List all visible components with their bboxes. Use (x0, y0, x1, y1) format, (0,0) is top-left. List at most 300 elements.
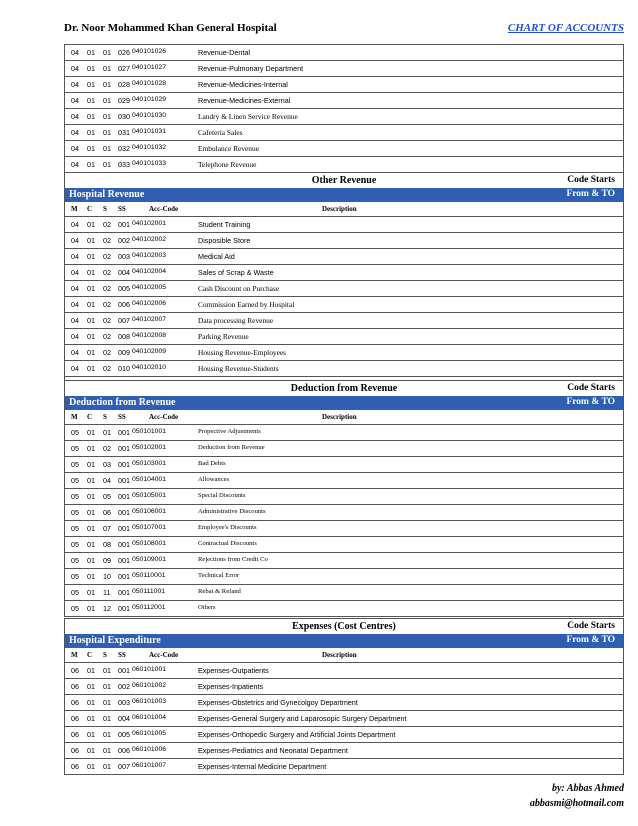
cell-description: Deduction from Revenue (198, 444, 265, 451)
cell-description: Cafeteria Sales (198, 128, 243, 137)
cell-ss: 005 (118, 284, 130, 293)
cell-s: 02 (103, 316, 111, 325)
cell-description: Bad Debts (198, 460, 226, 467)
table-row (64, 345, 624, 361)
cell-m: 04 (71, 64, 79, 73)
cell-m: 05 (71, 604, 79, 613)
table-row (64, 473, 624, 489)
other-revenue-rows (64, 217, 624, 393)
cell-c: 01 (87, 730, 95, 739)
cell-acc-code: 050111001 (132, 588, 166, 595)
section-title: Other Revenue (311, 175, 377, 186)
section-title: Deduction from Revenue (290, 383, 398, 394)
cell-acc-code: 050106001 (132, 508, 167, 515)
cell-description: Special Discounts (198, 492, 246, 499)
cell-s: 07 (103, 524, 111, 533)
cell-description: Medical Aid (198, 252, 235, 261)
table-row (64, 553, 624, 569)
cell-description: Allowances (198, 476, 230, 483)
cell-ss: 001 (118, 492, 130, 501)
cell-ss: 008 (118, 332, 130, 341)
cell-s: 09 (103, 556, 111, 565)
cell-ss: 007 (118, 316, 130, 325)
section-name-bar (64, 396, 624, 410)
cell-ss: 003 (118, 252, 130, 261)
cell-c: 01 (87, 284, 95, 293)
cell-m: 05 (71, 508, 79, 517)
cell-s: 10 (103, 572, 111, 581)
cell-m: 04 (71, 300, 79, 309)
cell-s: 02 (103, 332, 111, 341)
table-row (64, 44, 624, 61)
cell-description: Expenses-Pediatrics and Neonatal Department (198, 746, 348, 755)
cell-s: 01 (103, 144, 111, 153)
col-description: Description (322, 651, 357, 659)
cell-m: 05 (71, 556, 79, 565)
cell-m: 05 (71, 588, 79, 597)
cell-acc-code: 040102002 (132, 236, 167, 243)
from-to-label: From & TO (566, 397, 615, 407)
cell-m: 05 (71, 492, 79, 501)
cell-m: 04 (71, 80, 79, 89)
cell-description: Disposible Store (198, 236, 251, 245)
table-row (64, 441, 624, 457)
author-email: abbasmi@hotmail.com (529, 798, 624, 809)
cell-c: 01 (87, 682, 95, 691)
cell-description: Employee's Discounts (198, 524, 257, 531)
chart-of-accounts-link[interactable]: CHART OF ACCOUNTS (507, 22, 624, 34)
cell-ss: 030 (118, 112, 130, 121)
cell-s: 01 (103, 128, 111, 137)
cell-c: 01 (87, 588, 95, 597)
cell-s: 01 (103, 746, 111, 755)
table-row (64, 743, 624, 759)
cell-m: 05 (71, 444, 79, 453)
cell-acc-code: 040101032 (132, 144, 167, 151)
cell-description: Embulance Revenue (198, 144, 259, 153)
author-name: by: Abbas Ahmed (551, 783, 624, 794)
cell-c: 01 (87, 714, 95, 723)
cell-ss: 031 (118, 128, 130, 137)
cell-c: 01 (87, 428, 95, 437)
cell-c: 01 (87, 332, 95, 341)
cell-ss: 001 (118, 572, 130, 581)
cell-acc-code: 060101007 (132, 762, 167, 769)
cell-acc-code: 040102001 (132, 220, 167, 227)
cell-description: Housing Revenue-Employees (198, 348, 287, 357)
cell-c: 01 (87, 48, 95, 57)
cell-s: 02 (103, 444, 111, 453)
cell-description: Technical Error (198, 572, 240, 579)
cell-acc-code: 050112001 (132, 604, 166, 611)
cell-c: 01 (87, 268, 95, 277)
cell-c: 01 (87, 144, 95, 153)
cell-acc-code: 060101006 (132, 746, 167, 753)
cell-acc-code: 040102009 (132, 348, 167, 355)
cell-description: Revenue-Medicines-External (198, 96, 291, 105)
from-to-label: From & TO (566, 635, 615, 645)
cell-description: Expenses-Inpatients (198, 682, 264, 691)
cell-s: 01 (103, 64, 111, 73)
cell-m: 06 (71, 762, 79, 771)
cell-s: 11 (103, 588, 111, 597)
cell-s: 03 (103, 460, 111, 469)
table-row (64, 361, 624, 377)
table-row (64, 569, 624, 585)
cell-description: Expenses-Orthopedic Surgery and Artificial Joints Department (198, 730, 396, 739)
hospital-name: Dr. Noor Mohammed Khan General Hospital (64, 22, 277, 34)
cell-description: Revenue-Pulmonary Department (198, 64, 304, 73)
cell-ss: 029 (118, 96, 130, 105)
cell-description: Propective Adjustments (198, 428, 261, 435)
code-starts-label: Code Starts (567, 175, 615, 185)
cell-s: 02 (103, 220, 111, 229)
col-description: Description (322, 205, 357, 213)
other-revenue-section (64, 172, 624, 393)
cell-s: 02 (103, 252, 111, 261)
cell-ss: 001 (118, 476, 130, 485)
cell-acc-code: 050110001 (132, 572, 166, 579)
cell-description: Others (198, 604, 216, 611)
cell-acc-code: 040102005 (132, 284, 167, 291)
col-c: C (87, 413, 93, 421)
col-m: M (71, 651, 78, 659)
cell-m: 04 (71, 144, 79, 153)
cell-description: Student Training (198, 220, 251, 229)
table-row (64, 521, 624, 537)
cell-acc-code: 040101027 (132, 64, 167, 71)
cell-s: 02 (103, 268, 111, 277)
cell-m: 06 (71, 682, 79, 691)
cell-ss: 007 (118, 762, 130, 771)
cell-s: 01 (103, 160, 111, 169)
cell-ss: 001 (118, 524, 130, 533)
cell-description: Expenses-Obstetrics and Gynecolgoy Department (198, 698, 358, 707)
deduction-section (64, 380, 624, 617)
cell-s: 01 (103, 698, 111, 707)
column-header-row (64, 648, 624, 663)
cell-acc-code: 060101005 (132, 730, 167, 737)
cell-c: 01 (87, 64, 95, 73)
table-row (64, 313, 624, 329)
table-row (64, 249, 624, 265)
col-acc-code: Acc-Code (149, 205, 179, 213)
section-name: Hospital Revenue (69, 189, 145, 200)
cell-description: Expenses-General Surgery and Laparosopic Surgery Department (198, 714, 407, 723)
cell-m: 04 (71, 364, 79, 373)
cell-acc-code: 050109001 (132, 556, 167, 563)
cell-description: Sales of Scrap & Waste (198, 268, 274, 277)
col-description: Description (322, 413, 357, 421)
table-row (64, 457, 624, 473)
cell-c: 01 (87, 364, 95, 373)
table-row (64, 77, 624, 93)
cell-acc-code: 060101001 (132, 666, 167, 673)
cell-description: Parking Revenue (198, 332, 249, 341)
cell-c: 01 (87, 220, 95, 229)
table-row (64, 297, 624, 313)
col-acc-code: Acc-Code (149, 413, 179, 421)
page-header (64, 22, 624, 38)
revenue-continuation-table (64, 44, 624, 173)
expenses-section (64, 618, 624, 775)
cell-s: 06 (103, 508, 111, 517)
cell-c: 01 (87, 128, 95, 137)
table-row (64, 425, 624, 441)
table-row (64, 727, 624, 743)
cell-acc-code: 040101028 (132, 80, 167, 87)
cell-s: 02 (103, 284, 111, 293)
expenses-rows (64, 663, 624, 775)
col-m: M (71, 413, 78, 421)
cell-description: Revenue-Medicines-Internal (198, 80, 288, 89)
from-to-label: From & TO (566, 189, 615, 199)
cell-s: 01 (103, 682, 111, 691)
section-title-bar (64, 380, 624, 396)
cell-s: 08 (103, 540, 111, 549)
cell-description: Landry & Linen Service Revenue (198, 112, 298, 121)
cell-s: 01 (103, 730, 111, 739)
cell-description: Cash Discount on Purchase (198, 284, 280, 293)
deduction-rows (64, 425, 624, 617)
cell-c: 01 (87, 508, 95, 517)
table-row (64, 109, 624, 125)
section-name-bar (64, 634, 624, 648)
cell-acc-code: 050105001 (132, 492, 167, 499)
cell-s: 02 (103, 364, 111, 373)
table-row (64, 157, 624, 173)
column-header-row (64, 202, 624, 217)
section-title-bar (64, 618, 624, 634)
cell-ss: 026 (118, 48, 130, 57)
cell-ss: 001 (118, 508, 130, 517)
table-row (64, 601, 624, 617)
cell-c: 01 (87, 348, 95, 357)
cell-ss: 009 (118, 348, 130, 357)
section-name: Deduction from Revenue (69, 397, 176, 408)
cell-acc-code: 040102007 (132, 316, 167, 323)
cell-ss: 032 (118, 144, 130, 153)
cell-acc-code: 040101033 (132, 160, 167, 167)
cell-acc-code: 040101026 (132, 48, 167, 55)
cell-c: 01 (87, 316, 95, 325)
cell-m: 04 (71, 268, 79, 277)
cell-ss: 001 (118, 540, 130, 549)
table-row (64, 281, 624, 297)
cell-s: 01 (103, 112, 111, 121)
cell-acc-code: 050104001 (132, 476, 167, 483)
cell-c: 01 (87, 762, 95, 771)
cell-description: Revenue-Dental (198, 48, 250, 57)
cell-c: 01 (87, 572, 95, 581)
cell-c: 01 (87, 540, 95, 549)
cell-m: 04 (71, 252, 79, 261)
table-row (64, 329, 624, 345)
cell-description: Telephone Revenue (198, 160, 257, 169)
table-row (64, 265, 624, 281)
cell-s: 12 (103, 604, 111, 613)
col-c: C (87, 651, 93, 659)
cell-ss: 003 (118, 698, 130, 707)
cell-c: 01 (87, 556, 95, 565)
cell-m: 05 (71, 460, 79, 469)
cell-ss: 001 (118, 220, 130, 229)
cell-m: 04 (71, 128, 79, 137)
cell-c: 01 (87, 666, 95, 675)
code-starts-label: Code Starts (567, 621, 615, 631)
cell-ss: 001 (118, 666, 130, 675)
cell-s: 01 (103, 666, 111, 675)
section-title: Expenses (Cost Centres) (292, 621, 396, 632)
col-m: M (71, 205, 78, 213)
section-name-bar (64, 188, 624, 202)
cell-description: Expenses-Outpatients (198, 666, 269, 675)
cell-c: 01 (87, 236, 95, 245)
cell-m: 04 (71, 48, 79, 57)
table-row (64, 489, 624, 505)
table-row (64, 125, 624, 141)
cell-description: Expenses-Internal Medicine Department (198, 762, 327, 771)
cell-acc-code: 040101031 (132, 128, 167, 135)
code-starts-label: Code Starts (567, 383, 615, 393)
cell-s: 01 (103, 714, 111, 723)
cell-s: 02 (103, 236, 111, 245)
cell-m: 06 (71, 714, 79, 723)
section-title-bar (64, 172, 624, 188)
cell-m: 04 (71, 348, 79, 357)
cell-m: 06 (71, 698, 79, 707)
cell-m: 06 (71, 746, 79, 755)
cell-m: 04 (71, 220, 79, 229)
cell-c: 01 (87, 524, 95, 533)
cell-s: 01 (103, 80, 111, 89)
cell-acc-code: 060101004 (132, 714, 167, 721)
cell-m: 05 (71, 524, 79, 533)
table-row (64, 505, 624, 521)
cell-ss: 004 (118, 714, 130, 723)
cell-ss: 002 (118, 682, 130, 691)
cell-acc-code: 050101001 (132, 428, 167, 435)
footer-credit (530, 781, 624, 811)
cell-ss: 010 (118, 364, 130, 373)
cell-ss: 027 (118, 64, 130, 73)
cell-acc-code: 040101030 (132, 112, 167, 119)
cell-s: 05 (103, 492, 111, 501)
cell-description: Housing Revenue-Students (198, 364, 279, 373)
cell-c: 01 (87, 160, 95, 169)
cell-acc-code: 050102001 (132, 444, 167, 451)
cell-ss: 006 (118, 300, 130, 309)
cell-m: 04 (71, 284, 79, 293)
cell-m: 04 (71, 160, 79, 169)
cell-ss: 028 (118, 80, 130, 89)
cell-c: 01 (87, 444, 95, 453)
table-row (64, 537, 624, 553)
cell-ss: 033 (118, 160, 130, 169)
column-header-row (64, 410, 624, 425)
cell-s: 01 (103, 762, 111, 771)
cell-m: 04 (71, 112, 79, 121)
cell-acc-code: 040102008 (132, 332, 167, 339)
cell-c: 01 (87, 112, 95, 121)
cell-ss: 005 (118, 730, 130, 739)
cell-m: 04 (71, 236, 79, 245)
col-s: S (103, 413, 107, 421)
cell-c: 01 (87, 80, 95, 89)
cell-c: 01 (87, 492, 95, 501)
cell-c: 01 (87, 476, 95, 485)
cell-s: 01 (103, 428, 111, 437)
cell-s: 04 (103, 476, 111, 485)
table-row (64, 679, 624, 695)
table-row (64, 759, 624, 775)
cell-m: 06 (71, 666, 79, 675)
cell-description: Administrative Discounts (198, 508, 266, 515)
col-s: S (103, 205, 107, 213)
col-s: S (103, 651, 107, 659)
cell-s: 02 (103, 348, 111, 357)
cell-c: 01 (87, 300, 95, 309)
cell-c: 01 (87, 460, 95, 469)
col-ss: SS (118, 413, 126, 421)
cell-acc-code: 040101029 (132, 96, 167, 103)
cell-description: Data processing Revenue (198, 316, 274, 325)
cell-c: 01 (87, 604, 95, 613)
cell-acc-code: 040102003 (132, 252, 167, 259)
cell-acc-code: 040102006 (132, 300, 167, 307)
cell-description: Contractual Discounts (198, 540, 257, 547)
cell-m: 04 (71, 316, 79, 325)
cell-description: Rebat & Refand (198, 588, 241, 595)
cell-acc-code: 050103001 (132, 460, 167, 467)
cell-c: 01 (87, 698, 95, 707)
cell-ss: 004 (118, 268, 130, 277)
cell-acc-code: 040102010 (132, 364, 167, 371)
table-row (64, 217, 624, 233)
cell-ss: 001 (118, 556, 130, 565)
cell-ss: 001 (118, 444, 130, 453)
cell-acc-code: 040102004 (132, 268, 167, 275)
cell-acc-code: 050108001 (132, 540, 167, 547)
cell-m: 05 (71, 476, 79, 485)
col-ss: SS (118, 651, 126, 659)
col-ss: SS (118, 205, 126, 213)
table-row (64, 93, 624, 109)
cell-m: 04 (71, 332, 79, 341)
cell-m: 06 (71, 730, 79, 739)
table-row (64, 61, 624, 77)
cell-acc-code: 060101003 (132, 698, 167, 705)
cell-s: 02 (103, 300, 111, 309)
cell-m: 05 (71, 428, 79, 437)
cell-m: 05 (71, 572, 79, 581)
cell-c: 01 (87, 96, 95, 105)
cell-s: 01 (103, 96, 111, 105)
cell-ss: 001 (118, 604, 130, 613)
cell-ss: 001 (118, 428, 130, 437)
table-row (64, 663, 624, 679)
cell-m: 04 (71, 96, 79, 105)
cell-s: 01 (103, 48, 111, 57)
table-row (64, 585, 624, 601)
table-row (64, 141, 624, 157)
cell-description: Commission Earned by Hospital (198, 300, 295, 309)
cell-acc-code: 060101002 (132, 682, 167, 689)
cell-description: Rejections from Credit Co (198, 556, 268, 563)
table-row (64, 695, 624, 711)
cell-ss: 001 (118, 588, 130, 597)
cell-acc-code: 050107001 (132, 524, 167, 531)
